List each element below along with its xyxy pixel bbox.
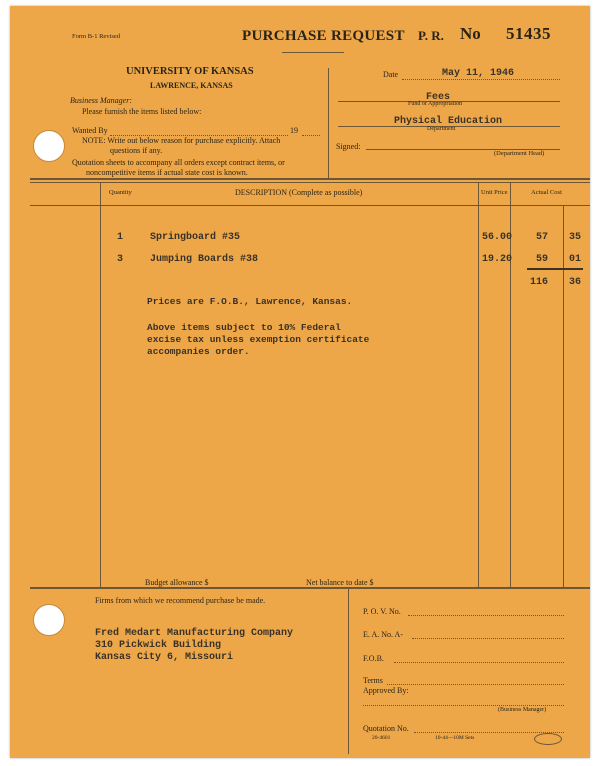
row-2-cost-dollars: 59 — [536, 254, 549, 265]
table-bottom-border — [30, 587, 590, 589]
quotation-line-2: noncompetitive items if actual state cost is known. — [86, 168, 248, 177]
col-quantity: Quantity — [109, 189, 132, 196]
department-value: Physical Education — [394, 116, 503, 127]
firms-label: Firms from which we recommend purchase be made. — [95, 596, 266, 605]
terms-label: Terms — [363, 676, 383, 685]
page-title: PURCHASE REQUEST — [242, 28, 405, 44]
note-line-2: questions if any. — [110, 146, 163, 155]
year-prefix: 19 — [290, 126, 298, 135]
wanted-by-label: Wanted By — [72, 126, 108, 135]
year-line — [302, 135, 320, 136]
pov-label: P. O. V. No. — [363, 607, 401, 616]
university-location: LAWRENCE, KANSAS — [150, 81, 233, 90]
business-manager-sig-label: (Business Manager) — [498, 707, 547, 713]
table-top-border-inner — [30, 182, 590, 183]
tax-note-line-3: accompanies order. — [147, 346, 250, 357]
table-top-border — [30, 178, 590, 180]
total-underline — [527, 268, 583, 270]
pov-line — [408, 615, 564, 616]
signed-label: Signed: — [336, 142, 361, 151]
binder-hole-bottom — [33, 604, 65, 636]
vendor-name: Fred Medart Manufacturing Company — [95, 628, 294, 639]
department-label: Department — [427, 126, 456, 132]
row-2-cost-cents: 01 — [569, 254, 582, 265]
net-balance-label: Net balance to date $ — [306, 578, 374, 587]
date-value: May 11, 1946 — [442, 68, 515, 79]
approved-by-label: Approved By: — [363, 686, 409, 695]
total-cents: 36 — [569, 277, 582, 288]
binder-hole-top — [33, 130, 65, 162]
cents-col-divider — [563, 205, 564, 587]
pr-number: 51435 — [506, 24, 551, 43]
quotation-no-label: Quotation No. — [363, 724, 409, 733]
date-label: Date — [383, 70, 399, 79]
note-line-1: NOTE: Write out below reason for purchase explicitly. Attach — [82, 136, 281, 145]
row-1-cost-cents: 35 — [569, 232, 582, 243]
vendor-address: 310 Pickwick Building — [95, 640, 222, 651]
table-header-bottom — [30, 205, 590, 206]
title-underline — [282, 52, 344, 53]
fob-note: Prices are F.O.B., Lawrence, Kansas. — [147, 296, 353, 307]
number-label: No — [460, 24, 481, 43]
row-1-cost-dollars: 57 — [536, 232, 549, 243]
fund-label: Fund or Appropriation — [408, 101, 462, 107]
quotation-line-1: Quotation sheets to accompany all orders except contract items, or — [72, 158, 285, 167]
date-line — [402, 79, 560, 80]
form-number: Form B-1 Revised — [72, 33, 121, 40]
vendor-city: Kansas City 6, Missouri — [95, 652, 234, 663]
total-dollars: 116 — [530, 277, 549, 288]
quantity-col-divider — [100, 182, 101, 587]
approved-by-line — [363, 705, 564, 706]
print-run: 10-44—10M Sets — [435, 735, 475, 741]
col-unit-price: Unit Price — [481, 189, 508, 196]
fob-line — [394, 662, 564, 663]
row-1-description: Springboard #35 — [150, 232, 241, 243]
row-2-quantity: 3 — [117, 254, 124, 265]
university-name: UNIVERSITY OF KANSAS — [126, 66, 254, 77]
ean-label: E. A. No. A- — [363, 630, 403, 639]
budget-allowance-label: Budget allowance $ — [145, 578, 209, 587]
col-description: DESCRIPTION (Complete as possible) — [235, 188, 363, 197]
department-head-label: (Department Head) — [494, 150, 545, 157]
fund-value: Fees — [426, 92, 451, 103]
row-2-unit-price: 19.20 — [482, 254, 513, 265]
ean-line — [412, 638, 564, 639]
row-1-quantity: 1 — [117, 232, 124, 243]
row-2-description: Jumping Boards #38 — [150, 254, 259, 265]
union-label-icon — [534, 733, 562, 745]
tax-note-line-1: Above items subject to 10% Federal — [147, 322, 341, 333]
terms-line — [387, 684, 564, 685]
col-actual-cost: Actual Cost — [531, 189, 562, 196]
footer-divider — [348, 589, 349, 754]
row-1-unit-price: 56.00 — [482, 232, 513, 243]
purchase-request-form — [10, 6, 590, 758]
business-manager-label: Business Manager: — [70, 96, 132, 105]
header-divider — [328, 68, 329, 178]
description-col-divider — [478, 182, 479, 587]
fob-label: F.O.B. — [363, 654, 384, 663]
pr-label: P. R. — [418, 28, 444, 43]
tax-note-line-2: excise tax unless exemption certificate — [147, 334, 370, 345]
print-code: 20-4601 — [372, 735, 391, 741]
furnish-text: Please furnish the items listed below: — [82, 107, 202, 116]
